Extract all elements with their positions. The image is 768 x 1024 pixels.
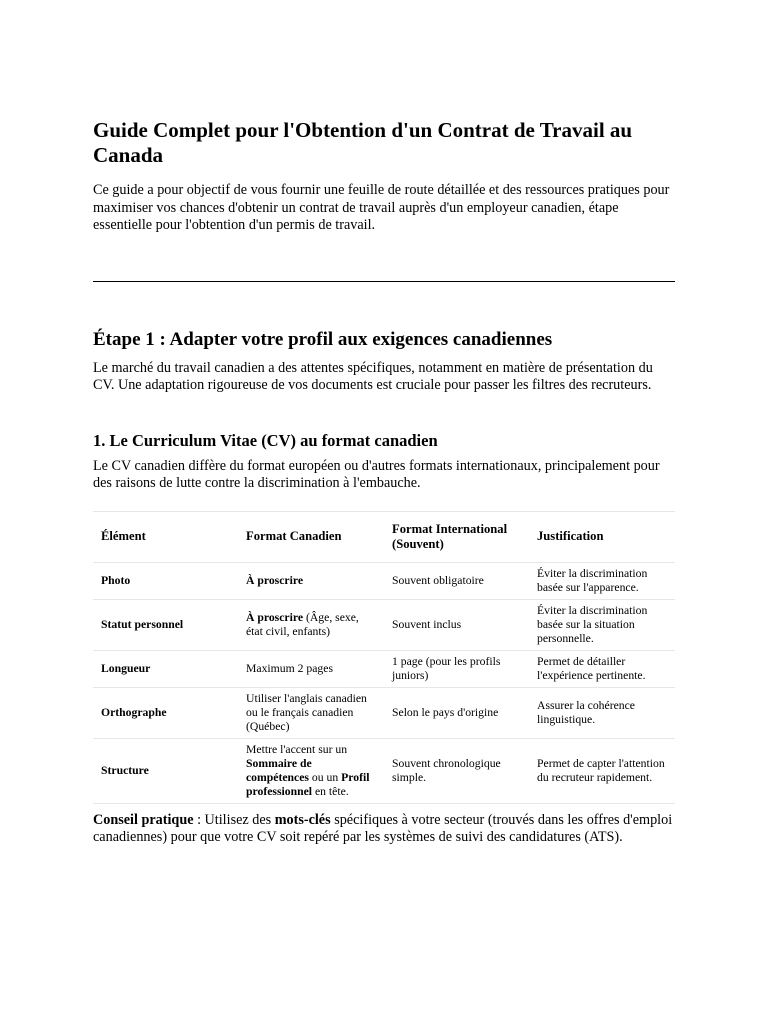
table-header-row [93, 511, 675, 562]
row-canadian-cell [238, 562, 384, 599]
row-justification-cell: Éviter la discrimination basée sur l'apparence. [529, 562, 675, 599]
table-row [93, 738, 675, 803]
section-divider [93, 281, 675, 282]
row-element-cell: Structure [93, 738, 238, 803]
table-row [93, 562, 675, 599]
row-international-cell: Souvent obligatoire [384, 562, 529, 599]
bold-text: Profil professionnel [246, 770, 370, 798]
bold-text: À proscrire [246, 573, 304, 587]
row-canadian-cell: Mettre l'accent sur un Sommaire de compétences ou un Profil professionnel en tête. [238, 738, 384, 803]
practical-tip: Conseil pratique : Utilisez des mots-clés spécifiques à votre secteur (trouvés dans les offres d'emploi canadiennes) pour que votre CV soit repéré par les systèmes de suivi des candidatures (ATS). [93, 811, 673, 845]
table-row [93, 687, 675, 738]
intro-paragraph: Ce guide a pour objectif de vous fournir une feuille de route détaillée et des ressources pratiques pour maximiser vos chances d'obtenir un contrat de travail auprès d'un employeur canadien, étape essentielle pour l'obtention d'un permis de travail. [93, 182, 670, 233]
row-canadian-cell: À proscrire (Âge, sexe, état civil, enfants) [238, 599, 384, 650]
bold-text: Sommaire de compétences [246, 756, 312, 784]
row-element-cell: Orthographe [93, 687, 238, 738]
table-header-cell: Format Canadien [238, 511, 384, 562]
row-international-cell: Souvent inclus [384, 599, 529, 650]
row-international-cell: Selon le pays d'origine [384, 687, 529, 738]
row-international-cell: 1 page (pour les profils juniors) [384, 650, 529, 687]
row-international-cell: Souvent chronologique simple. [384, 738, 529, 803]
cv-section-paragraph: Le CV canadien diffère du format européen ou d'autres formats internationaux, principalement pour des raisons de lutte contre la discrimination à l'embauche. [93, 457, 660, 491]
row-justification-cell: Permet de capter l'attention du recruteur rapidement. [529, 738, 675, 803]
bold-text: Conseil pratique [93, 811, 194, 828]
table-header-cell: Justification [529, 511, 675, 562]
row-element-cell: Longueur [93, 650, 238, 687]
table-header-cell: Élément [93, 511, 238, 562]
row-justification-cell: Éviter la discrimination basée sur la situation personnelle. [529, 599, 675, 650]
cv-section-heading: 1. Le Curriculum Vitae (CV) au format canadien [93, 430, 438, 450]
row-canadian-cell: Utiliser l'anglais canadien ou le français canadien (Québec) [238, 687, 384, 738]
bold-text: mots-clés [274, 811, 331, 828]
row-element-cell: Statut personnel [93, 599, 238, 650]
row-justification-cell: Assurer la cohérence linguistique. [529, 687, 675, 738]
bold-text: À proscrire [246, 610, 304, 624]
step1-heading: Étape 1 : Adapter votre profil aux exigences canadiennes [93, 328, 553, 350]
row-justification-cell: Permet de détailler l'expérience pertinente. [529, 650, 675, 687]
table-row [93, 599, 675, 650]
step1-paragraph: Le marché du travail canadien a des attentes spécifiques, notamment en matière de présentation du CV. Une adaptation rigoureuse de vos documents est cruciale pour passer les filtres des recruteurs. [93, 359, 653, 393]
cv-format-table [93, 511, 675, 804]
table-body [93, 562, 675, 803]
document-title: Guide Complet pour l'Obtention d'un Contrat de Travail au Canada [93, 118, 633, 167]
table-row [93, 650, 675, 687]
row-canadian-cell: Maximum 2 pages [238, 650, 384, 687]
table-header-cell: Format International (Souvent) [384, 511, 529, 562]
row-element-cell: Photo [93, 562, 238, 599]
